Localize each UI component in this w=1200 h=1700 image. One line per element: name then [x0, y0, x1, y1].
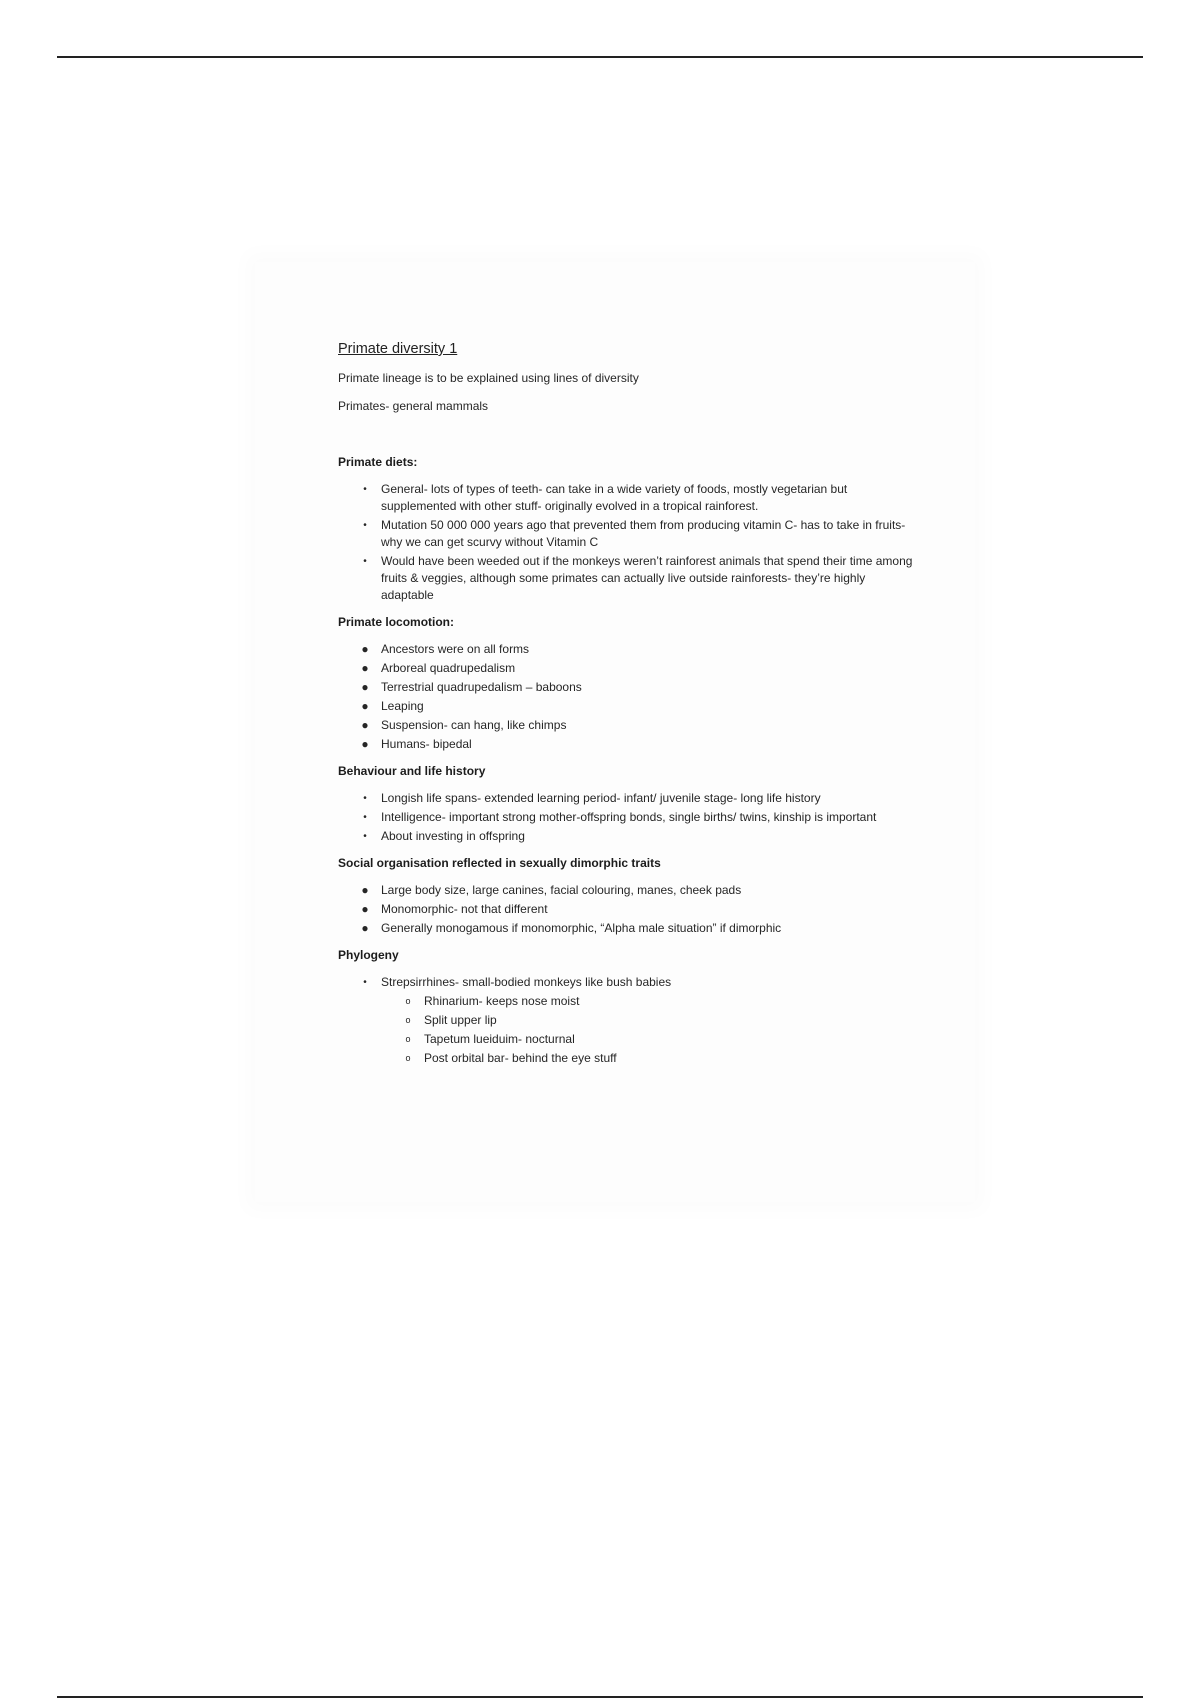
list-item-text: General- lots of types of teeth- can take in a wide variety of foods, mostly vegetarian but supplemented with other stuff- originally evolved in a tropical rainforest.: [381, 482, 848, 513]
bottom-rule: [57, 1696, 1143, 1698]
list-social: [338, 882, 918, 937]
list-item: [338, 920, 918, 937]
bullet-icon: ●: [361, 737, 369, 751]
list-item-text: Humans- bipedal: [381, 737, 472, 751]
list-locomotion: [338, 641, 918, 753]
bullet-icon: ●: [361, 883, 369, 897]
sub-list-item-text: Post orbital bar- behind the eye stuff: [424, 1051, 617, 1065]
list-item: [338, 517, 918, 551]
document-title: Primate diversity 1: [338, 341, 458, 357]
list-item: [338, 698, 918, 715]
intro-line-1: Primate lineage is to be explained using lines of diversity: [338, 371, 639, 385]
list-item-text: Ancestors were on all forms: [381, 642, 530, 656]
bullet-icon: ●: [361, 921, 369, 935]
bullet-icon: •: [363, 484, 367, 495]
sub-list-item-text: Rhinarium- keeps nose moist: [424, 994, 580, 1008]
section-heading-social: Social organisation reflected in sexually dimorphic traits: [338, 856, 661, 870]
list-item-text: Terrestrial quadrupedalism – baboons: [381, 680, 582, 694]
list-behaviour: [338, 790, 918, 845]
section-heading-diets: Primate diets:: [338, 455, 418, 469]
list-item: [338, 553, 918, 604]
hollow-bullet-icon: o: [405, 1053, 411, 1063]
top-rule: [57, 56, 1143, 58]
hollow-bullet-icon: o: [405, 996, 411, 1006]
section-heading-behaviour: Behaviour and life history: [338, 764, 486, 778]
sub-list-item-text: Tapetum lueiduim- nocturnal: [424, 1032, 575, 1046]
bullet-icon: •: [363, 831, 367, 842]
bullet-icon: •: [363, 812, 367, 823]
section-heading-locomotion: Primate locomotion:: [338, 615, 455, 629]
list-item-text: Intelligence- important strong mother-offspring bonds, single births/ twins, kinship is important: [381, 810, 877, 824]
bullet-icon: ●: [361, 699, 369, 713]
list-item: [338, 481, 918, 515]
list-item: [338, 809, 918, 826]
list-item: [338, 660, 918, 677]
list-item-text: Would have been weeded out if the monkeys weren’t rainforest animals that spend their time among fruits & veggies, although some primates can actually live outside rainforests- they’re highly adaptable: [381, 554, 913, 602]
sub-list-item: [381, 1012, 918, 1029]
bullet-icon: ●: [361, 661, 369, 675]
bullet-icon: ●: [361, 642, 369, 656]
bullet-icon: •: [363, 556, 367, 567]
bullet-icon: •: [363, 977, 367, 988]
list-item: [338, 736, 918, 753]
list-item-text: Large body size, large canines, facial colouring, manes, cheek pads: [381, 883, 742, 897]
bullet-icon: ●: [361, 718, 369, 732]
list-item: [338, 828, 918, 845]
list-item-text: Generally monogamous if monomorphic, “Alpha male situation” if dimorphic: [381, 921, 782, 935]
hollow-bullet-icon: o: [405, 1034, 411, 1044]
list-item: [338, 974, 918, 1067]
list-item-text: Longish life spans- extended learning period- infant/ juvenile stage- long life history: [381, 791, 821, 805]
sub-list-item: [381, 1031, 918, 1048]
section-heading-phylogeny: Phylogeny: [338, 948, 399, 962]
list-item: [338, 901, 918, 918]
hollow-bullet-icon: o: [405, 1015, 411, 1025]
list-item-text: Mutation 50 000 000 years ago that prevented them from producing vitamin C- has to take in fruits- why we can get scurvy without Vitamin C: [381, 518, 906, 549]
bullet-icon: ●: [361, 902, 369, 916]
sub-list-item-text: Split upper lip: [424, 1013, 497, 1027]
list-item-text: About investing in offspring: [381, 829, 525, 843]
list-item-text: Suspension- can hang, like chimps: [381, 718, 567, 732]
list-item-text: Strepsirrhines- small-bodied monkeys like bush babies: [381, 975, 672, 989]
list-item: [338, 717, 918, 734]
list-item: [338, 882, 918, 899]
bullet-icon: ●: [361, 680, 369, 694]
bullet-icon: •: [363, 793, 367, 804]
intro-line-2: Primates- general mammals: [338, 399, 489, 413]
list-item-text: Monomorphic- not that different: [381, 902, 548, 916]
sub-list-item: [381, 1050, 918, 1067]
list-item-text: Leaping: [381, 699, 424, 713]
sub-list-item: [381, 993, 918, 1010]
bullet-icon: •: [363, 520, 367, 531]
list-phylogeny: [338, 974, 918, 1067]
spacer: [338, 426, 918, 454]
list-item-text: Arboreal quadrupedalism: [381, 661, 516, 675]
document-content: [338, 340, 918, 1077]
list-item: [338, 679, 918, 696]
list-item: [338, 790, 918, 807]
list-item: [338, 641, 918, 658]
list-diets: [338, 481, 918, 604]
sub-list-strepsirrhines: [381, 993, 918, 1067]
